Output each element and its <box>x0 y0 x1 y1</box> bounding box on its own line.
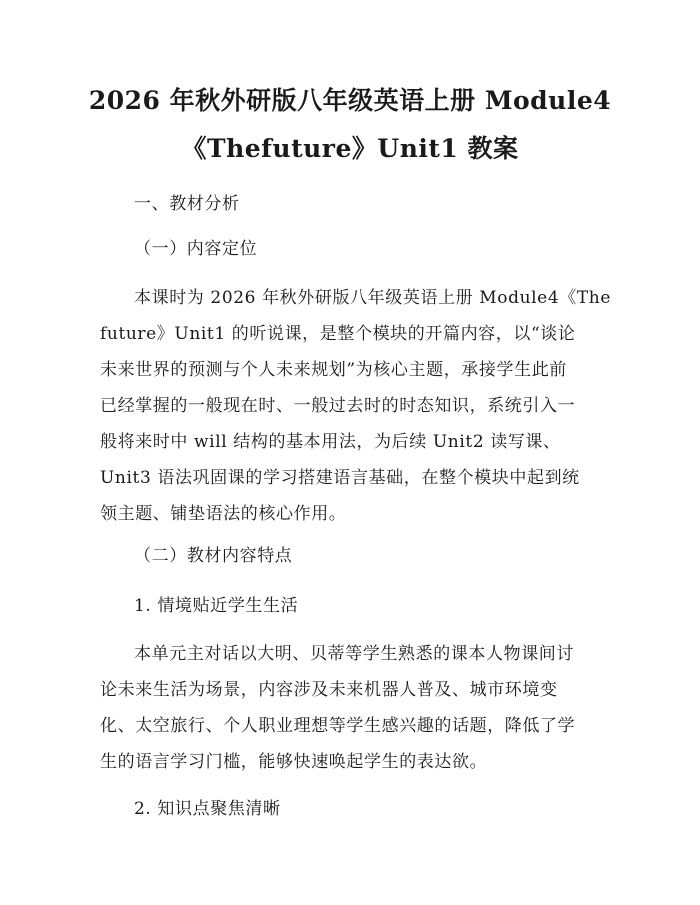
paragraph-line: future》Unit1 的听说课，是整个模块的开篇内容，以“谈论 <box>100 324 576 344</box>
paragraph-line: Unit3 语法巩固课的学习搭建语言基础，在整个模块中起到统 <box>100 468 580 488</box>
paragraph-line: 已经掌握的一般现在时、一般过去时的时态知识，系统引入一 <box>100 396 576 416</box>
paragraph-line: 领主题、铺垫语法的核心作用。 <box>100 504 347 524</box>
paragraph-line: 本单元主对话以大明、贝蒂等学生熟悉的课本人物课间讨 <box>134 644 574 664</box>
section-heading-textbook-analysis: 一、教材分析 <box>134 194 240 214</box>
document-title-line-1: 2026 年秋外研版八年级英语上册 Module4 <box>88 86 612 115</box>
point-heading-knowledge-focus: 2. 知识点聚焦清晰 <box>134 799 281 819</box>
paragraph-line: 生的语言学习门槛，能够快速唤起学生的表达欲。 <box>100 752 488 772</box>
point-heading-life-context: 1. 情境贴近学生生活 <box>134 596 299 616</box>
paragraph-line: 未来世界的预测与个人未来规划”为核心主题，承接学生此前 <box>100 360 567 380</box>
document-title-line-2: 《Thefuture》Unit1 教案 <box>181 134 519 163</box>
paragraph-line: 化、太空旅行、个人职业理想等学生感兴趣的话题，降低了学 <box>100 716 576 736</box>
subsection-heading-content-positioning: （一）内容定位 <box>134 239 258 259</box>
paragraph-line: 本课时为 2026 年秋外研版八年级英语上册 Module4《The <box>134 288 612 308</box>
subsection-heading-content-features: （二）教材内容特点 <box>134 546 293 566</box>
paragraph-line: 般将来时中 will 结构的基本用法，为后续 Unit2 读写课、 <box>100 432 561 452</box>
paragraph-line: 论未来生活为场景，内容涉及未来机器人普及、城市环境变 <box>100 680 558 700</box>
